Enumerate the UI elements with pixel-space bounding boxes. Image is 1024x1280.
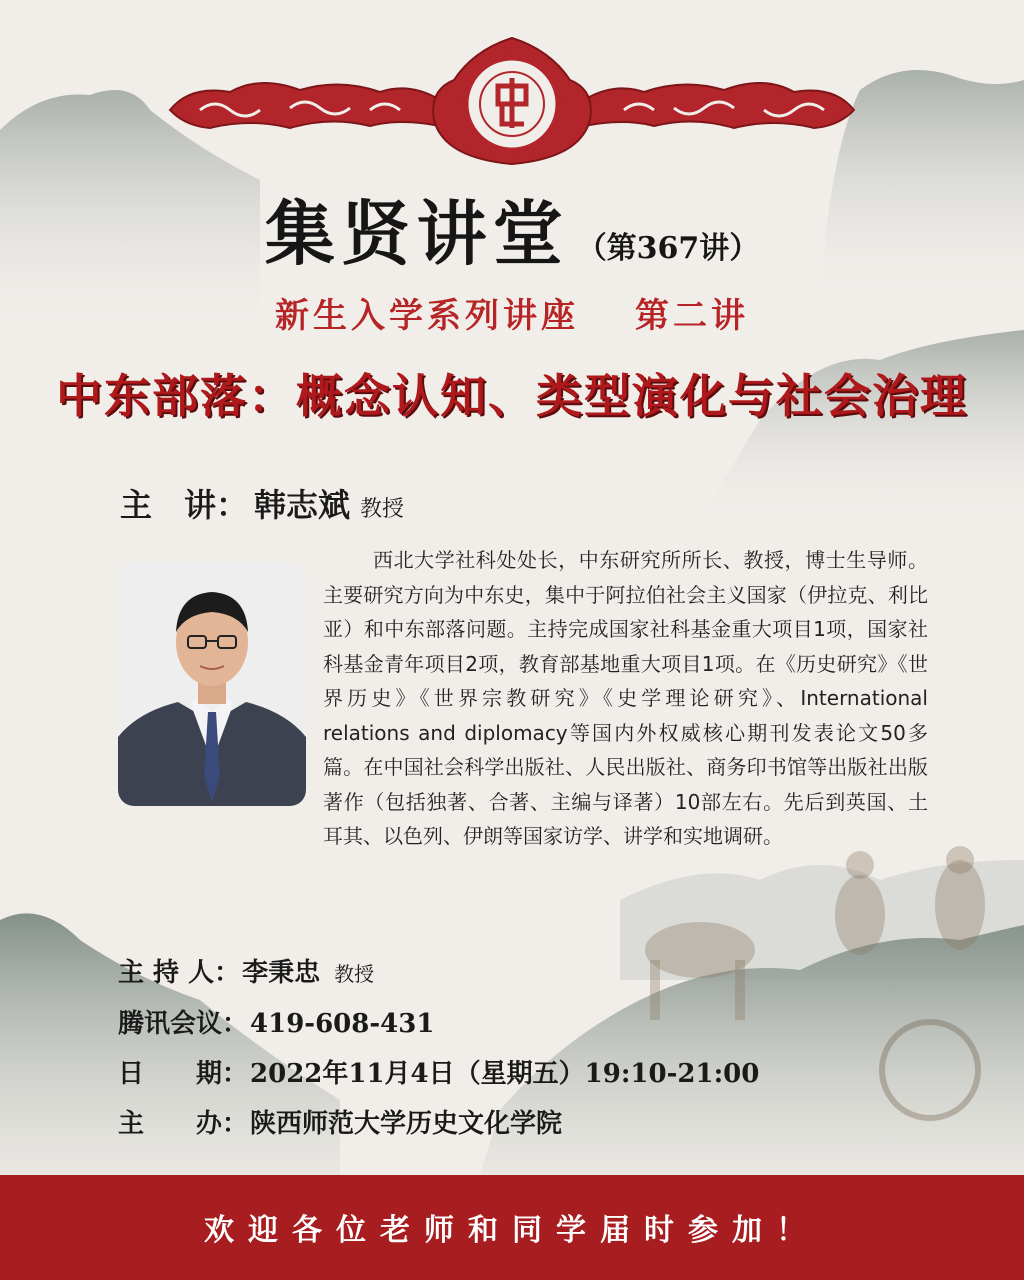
meeting-label: 腾讯会议： <box>118 1009 249 1039</box>
meeting-id: 419-608-431 <box>250 1009 435 1039</box>
lecture-number: 第二讲 <box>635 296 749 336</box>
date-label: 日 期： <box>118 1059 249 1089</box>
lecture-topic: 中东部落：概念认知、类型演化与社会治理 <box>56 369 968 423</box>
date-value: 2022年11月4日（星期五）19:10-21:00 <box>250 1059 760 1089</box>
speaker-label: 主 讲： <box>120 486 249 524</box>
issue-number: （第367讲） <box>576 231 760 266</box>
meeting-line <box>118 1003 434 1040</box>
bio-text: 西北大学社科处处长，中东研究所所长、教授，博士生导师。主要研究方向为中东史，集中于阿拉伯社会主义国家（伊拉克、利比亚）和中东部落问题。主持完成国家社科基金重大项目1项，国家社科基金青年项目2项，教育部基地重大项目1项。在《历史研究》《世界历史》《世界宗教研究》《史学理论研究》、International relations and diplomacy等国内外权威核心期刊发表论文50多篇。在中国社会科学出版社、人民出版社、商务印书馆等出版社出版著作（包括独著、合著、主编与译著）10部左右。先后到英国、土耳其、以色列、伊朗等国家访学、讲学和实地调研。 <box>323 548 928 848</box>
host-title: 教授 <box>334 962 375 986</box>
organizer-value: 陕西师范大学历史文化学院 <box>250 1109 563 1139</box>
speaker-photo <box>118 562 306 806</box>
speaker-name: 韩志斌 <box>254 486 351 524</box>
date-line <box>118 1053 759 1090</box>
host-label: 主 持 人： <box>118 958 241 988</box>
main-title: 集贤讲堂 <box>264 192 569 275</box>
host-name: 李秉忠 <box>242 958 321 988</box>
title-row <box>0 178 1024 279</box>
organizer-label: 主 办： <box>118 1109 249 1139</box>
cloud-emblem-logo <box>150 30 874 170</box>
welcome-text: 欢迎各位老师和同学届时参加！ <box>204 1213 820 1248</box>
organizer-line <box>118 1103 562 1140</box>
series-name: 新生入学系列讲座 <box>275 296 579 336</box>
series-line <box>0 288 1024 337</box>
host-line <box>118 952 374 989</box>
speaker-title: 教授 <box>360 497 405 522</box>
speaker-line <box>120 480 404 526</box>
